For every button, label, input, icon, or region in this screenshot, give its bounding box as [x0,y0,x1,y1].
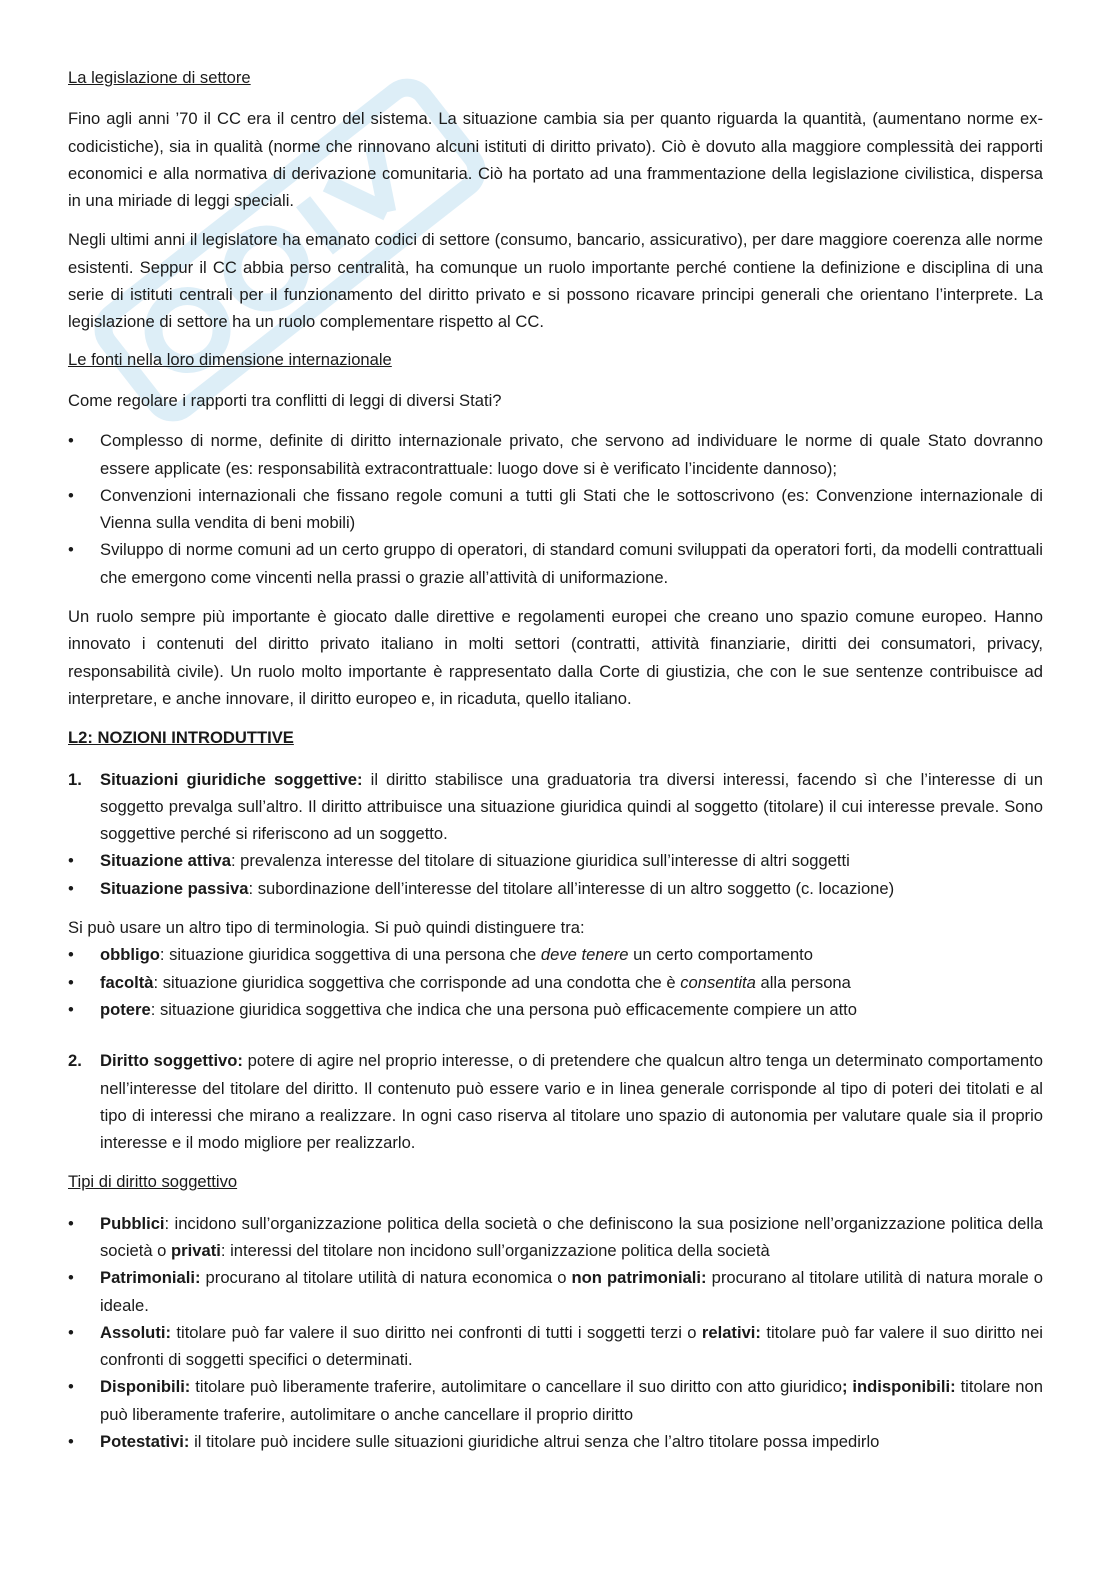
bullet-icon: • [68,1268,74,1288]
numbered-list [68,1047,1043,1156]
list-item: • facoltà: situazione giuridica soggettiva che corrisponde ad una condotta che è consentita alla persona [68,969,1043,996]
bullet-list [68,941,1043,1023]
list-item: 2. Diritto soggettivo: potere di agire nel proprio interesse, o di pretendere che qualcun altro tenga un determinato comportamento nell’interesse del titolare del diritto. Il contenuto può essere vario e in linea generale corrisponde al tipo di poteri dei titolati e al tipo di interessi che mirano a realizzare. In ogni caso riserva al titolare uno spazio di autonomia per valutare quale sia il proprio interesse e il modo migliore per realizzarlo. [68,1051,1043,1153]
list-item: • potere: situazione giuridica soggettiva che indica che una persona può efficacemente compiere un atto [68,996,1043,1023]
list-item: • Convenzioni internazionali che fissano regole comuni a tutti gli Stati che le sottoscrivono (es: Convenzione internazionale di Vienna sulla vendita di beni mobili) [68,482,1043,537]
bullet-icon: • [68,1213,74,1233]
bullet-icon: • [68,878,74,898]
heading-nozioni-introduttive: L2: NOZIONI INTRODUTTIVE [68,728,294,748]
list-item: • obbligo: situazione giuridica soggettiva di una persona che deve tenere un certo comportamento [68,941,1043,968]
list-item: • Complesso di norme, definite di diritto internazionale privato, che servono ad individuare le norme di quale Stato dovranno essere applicate (es: responsabilità extracontrattuale: luogo dove si è verificato l’incidente dannoso); [68,427,1043,482]
bullet-icon: • [68,485,74,505]
paragraph: Si può usare un altro tipo di terminologia. Si può quindi distinguere tra: [68,918,585,938]
bullet-icon: • [68,972,74,992]
paragraph: Negli ultimi anni il legislatore ha emanato codici di settore (consumo, bancario, assicurativo), per dare maggiore coerenza alle norme esistenti. Seppur il CC abbia perso centralità, ha comunque un ruolo importante perché contiene la definizione e disciplina di una serie di istituti centrali per il funzionamento del diritto privato e si possono ricavare principi generali che orientano l’interprete. La legislazione di settore ha un ruolo complementare rispetto al CC. [68,230,1043,332]
list-item: • Situazione passiva: subordinazione dell’interesse del titolare all’interesse di un altro soggetto (c. locazione) [68,875,1043,902]
bullet-icon: • [68,1432,74,1452]
bullet-icon: • [68,945,74,965]
bullet-list [68,1210,1043,1456]
heading-tipi-diritto: Tipi di diritto soggettivo [68,1172,238,1192]
paragraph: Un ruolo sempre più importante è giocato dalle direttive e regolamenti europei che creano uno spazio comune europeo. Hanno innovato i contenuti del diritto privato italiano in molti settori (contratti, attività finanziarie, diritti dei consumatori, privacy, responsabilità civile). Un ruolo molto importante è rappresentato dalla Corte di giustizia, che con le sue sentenze contribuisce ad interpretare, e anche innovare, il diritto europeo e, in ricaduta, quello italiano. [68,607,1043,708]
bullet-list [68,427,1043,591]
list-item: • Situazione attiva: prevalenza interesse del titolare di situazione giuridica sull’interesse di altri soggetti [68,847,1043,874]
paragraph: Fino agli anni ’70 il CC era il centro del sistema. La situazione cambia sia per quanto riguarda la quantità, (aumentano norme ex-codicistiche), sia in qualità (norme che rinnovano alcuni istituti di diritto privato). Ciò è dovuto alla maggiore complessità dei rapporti economici e alla normativa di derivazione comunitaria. Ciò ha portato ad una frammentazione della legislazione civilistica, dispersa in una miriade di leggi speciali. [68,109,1043,211]
numbered-list [68,766,1043,902]
list-item: • Disponibili: titolare può liberamente traferire, autolimitare o cancellare il suo diritto con atto giuridico; indisponibili: titolare non può liberamente traferire, autolimitare o anche cancellare il proprio diritto [68,1373,1043,1428]
document-page [68,64,1043,1455]
list-item: • Patrimoniali: procurano al titolare utilità di natura economica o non patrimoniali: procurano al titolare utilità di natura morale o ideale. [68,1264,1043,1319]
heading-fonti-internazionali: Le fonti nella loro dimensione internazionale [68,349,392,369]
bullet-icon: • [68,431,74,451]
list-item: • Pubblici: incidono sull’organizzazione politica della società o che definiscono la sua posizione nell’organizzazione politica della società o privati: interessi del titolare non incidono sull’organizzazione politica della società [68,1210,1043,1265]
bullet-icon: • [68,999,74,1019]
list-item: • Potestativi: il titolare può incidere sulle situazioni giuridiche altrui senza che l’altro titolare possa impedirlo [68,1428,1043,1455]
list-item: 1. Situazioni giuridiche soggettive: il diritto stabilisce una graduatoria tra diversi interessi, facendo sì che l’interesse di un soggetto prevalga sull’altro. Il diritto attribuisce una situazione giuridica quindi al soggetto (titolare) il cui interesse prevale. Sono soggettive perché si riferiscono ad un soggetto. [68,769,1043,844]
heading-legislazione-settore: La legislazione di settore [68,68,251,87]
bullet-icon: • [68,540,74,560]
bullet-icon: • [68,1322,74,1342]
list-item: • Sviluppo di norme comuni ad un certo gruppo di operatori, di standard comuni sviluppati da operatori forti, da modelli contrattuali che emergono come vincenti nella prassi o grazie all’attività di uniformazione. [68,536,1043,591]
list-item: • Assoluti: titolare può far valere il suo diritto nei confronti di tutti i soggetti terzi o relativi: titolare può far valere il suo diritto nei confronti di soggetti specifici o determinati. [68,1319,1043,1374]
bullet-icon: • [68,851,74,871]
bullet-icon: • [68,1377,74,1397]
paragraph: Come regolare i rapporti tra conflitti di leggi di diversi Stati? [68,390,502,410]
